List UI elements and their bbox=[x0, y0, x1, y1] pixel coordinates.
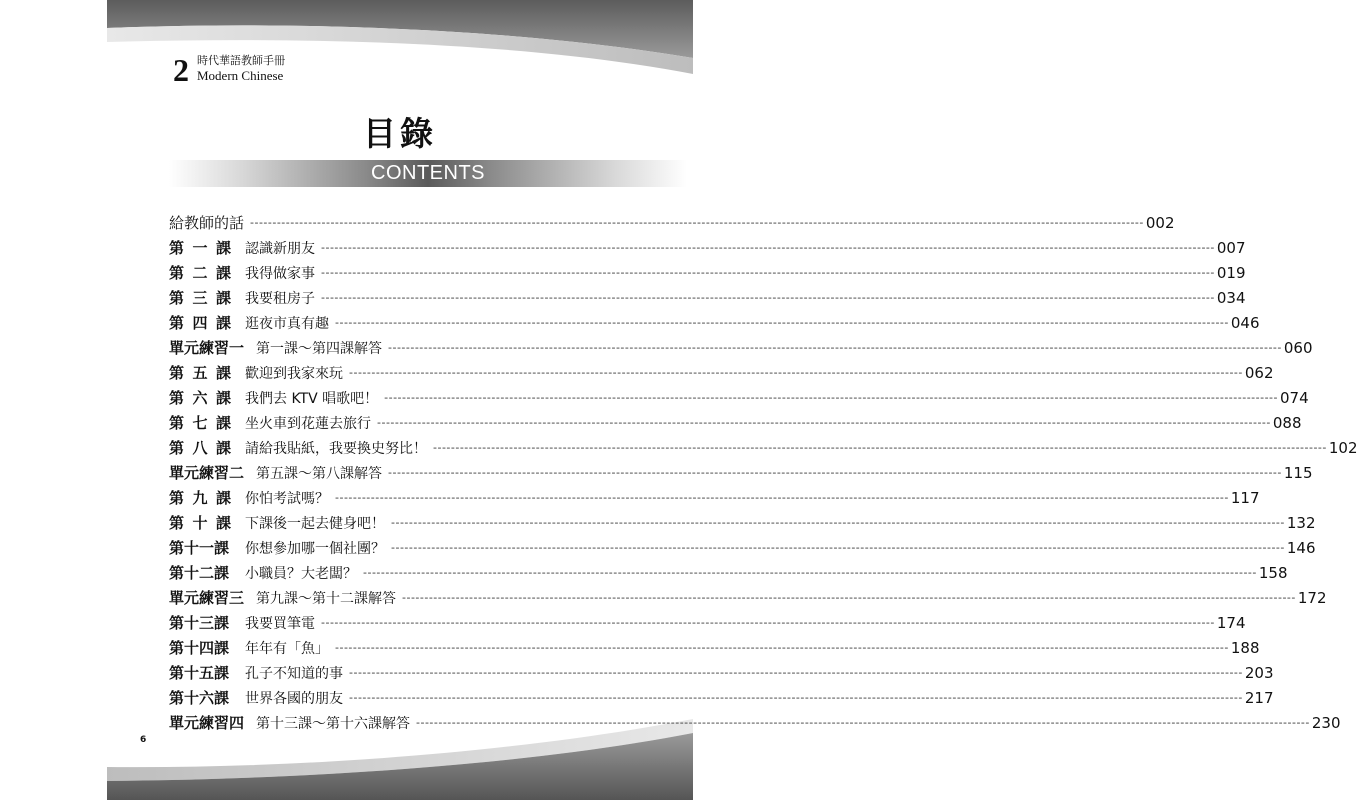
toc-entry bbox=[169, 235, 1246, 260]
toc-leader: -------------------------------------------------------------------------------------------------------------------------------------------------------------------------------------------------------- bbox=[349, 666, 1243, 679]
toc-leader: -------------------------------------------------------------------------------------------------------------------------------------------------------------------------------------------------------- bbox=[388, 466, 1282, 479]
toc-entry-label: 單元練習一 bbox=[169, 339, 245, 357]
toc-entry-page: 019 bbox=[1216, 263, 1246, 282]
toc-entry bbox=[169, 485, 1260, 510]
toc-leader: -------------------------------------------------------------------------------------------------------------------------------------------------------------------------------------------------------- bbox=[321, 266, 1215, 279]
toc-entry bbox=[169, 560, 1288, 585]
contents-label: CONTENTS bbox=[371, 162, 485, 184]
toc-entry-label: 第十一課 bbox=[169, 539, 230, 557]
toc-entry-page: 217 bbox=[1244, 688, 1274, 707]
contents-banner bbox=[169, 160, 687, 187]
toc-entry-title: 孔子不知道的事 bbox=[245, 665, 343, 682]
toc-entry bbox=[169, 585, 1327, 610]
toc-entry-title: 我要租房子 bbox=[245, 290, 315, 307]
toc-entry-title: 世界各國的朋友 bbox=[245, 690, 343, 707]
toc-entry-label: 第 五 課 bbox=[169, 364, 231, 382]
toc-entry-label: 第 四 課 bbox=[169, 314, 231, 332]
toc-entry bbox=[169, 385, 1309, 410]
toc-entry bbox=[169, 360, 1274, 385]
toc-entry-label: 第十四課 bbox=[169, 639, 230, 657]
header-title-cn: 時代華語教師手冊 bbox=[197, 54, 285, 67]
toc-list bbox=[169, 210, 1358, 735]
toc-entry-title: 請給我貼紙，我要換史努比！ bbox=[245, 440, 427, 457]
toc-entry bbox=[169, 410, 1302, 435]
toc-leader: -------------------------------------------------------------------------------------------------------------------------------------------------------------------------------------------------------- bbox=[416, 716, 1310, 729]
toc-entry-title: 認識新朋友 bbox=[245, 240, 315, 257]
toc-entry-page: 088 bbox=[1272, 413, 1302, 432]
toc-leader: -------------------------------------------------------------------------------------------------------------------------------------------------------------------------------------------------------- bbox=[391, 541, 1285, 554]
toc-leader: -------------------------------------------------------------------------------------------------------------------------------------------------------------------------------------------------------- bbox=[377, 416, 1271, 429]
header-title-en: Modern Chinese bbox=[197, 68, 284, 83]
toc-entry-page: 146 bbox=[1286, 538, 1316, 557]
toc-entry-page: 062 bbox=[1244, 363, 1274, 382]
toc-entry-title: 我們去 KTV 唱歌吧！ bbox=[245, 390, 379, 407]
toc-entry-title: 逛夜市真有趣 bbox=[245, 315, 329, 332]
toc-entry-page: 188 bbox=[1230, 638, 1260, 657]
toc-leader: -------------------------------------------------------------------------------------------------------------------------------------------------------------------------------------------------------- bbox=[433, 441, 1327, 454]
toc-entry-page: 046 bbox=[1230, 313, 1260, 332]
toc-entry-page: 158 bbox=[1258, 563, 1288, 582]
toc-entry-title: 小職員？大老闆？ bbox=[245, 565, 357, 582]
toc-entry-label: 第十三課 bbox=[169, 614, 230, 632]
toc-leader: -------------------------------------------------------------------------------------------------------------------------------------------------------------------------------------------------------- bbox=[321, 291, 1215, 304]
toc-entry-label: 給教師的話 bbox=[169, 214, 245, 232]
toc-entry bbox=[169, 285, 1246, 310]
toc-leader: -------------------------------------------------------------------------------------------------------------------------------------------------------------------------------------------------------- bbox=[335, 491, 1229, 504]
toc-entry-page: 230 bbox=[1311, 713, 1341, 732]
toc-entry-page: 007 bbox=[1216, 238, 1246, 257]
toc-entry-title: 我得做家事 bbox=[245, 265, 315, 282]
toc-entry bbox=[169, 310, 1260, 335]
toc-entry-label: 第 六 課 bbox=[169, 389, 231, 407]
top-decorative-band bbox=[107, 0, 693, 100]
toc-entry-page: 203 bbox=[1244, 663, 1274, 682]
toc-entry-label: 單元練習四 bbox=[169, 714, 245, 732]
toc-leader: -------------------------------------------------------------------------------------------------------------------------------------------------------------------------------------------------------- bbox=[335, 641, 1229, 654]
toc-entry-title: 年年有「魚」 bbox=[245, 640, 329, 657]
toc-entry bbox=[169, 335, 1313, 360]
header-number: 2 bbox=[173, 52, 189, 88]
toc-entry-title: 下課後一起去健身吧！ bbox=[245, 515, 385, 532]
toc-title: 目錄 bbox=[363, 114, 437, 153]
toc-entry-label: 第 十 課 bbox=[169, 514, 231, 532]
toc-entry-page: 102 bbox=[1328, 438, 1358, 457]
toc-leader: -------------------------------------------------------------------------------------------------------------------------------------------------------------------------------------------------------- bbox=[363, 566, 1257, 579]
toc-entry-label: 第十六課 bbox=[169, 689, 230, 707]
toc-entry-title: 第一課～第四課解答 bbox=[256, 340, 383, 357]
toc-entry-label: 單元練習三 bbox=[169, 589, 245, 607]
toc-entry bbox=[169, 710, 1341, 735]
toc-leader: -------------------------------------------------------------------------------------------------------------------------------------------------------------------------------------------------------- bbox=[321, 241, 1215, 254]
toc-entry-title: 我要買筆電 bbox=[245, 615, 315, 632]
toc-entry-page: 174 bbox=[1216, 613, 1246, 632]
toc-entry-page: 060 bbox=[1283, 338, 1313, 357]
toc-leader: -------------------------------------------------------------------------------------------------------------------------------------------------------------------------------------------------------- bbox=[388, 341, 1282, 354]
toc-entry-label: 第 一 課 bbox=[169, 239, 231, 257]
toc-entry-page: 132 bbox=[1286, 513, 1316, 532]
toc-entry-label: 第 九 課 bbox=[169, 489, 231, 507]
toc-entry bbox=[169, 635, 1260, 660]
toc-entry-label: 第 三 課 bbox=[169, 289, 231, 307]
toc-leader: -------------------------------------------------------------------------------------------------------------------------------------------------------------------------------------------------------- bbox=[384, 391, 1278, 404]
toc-entry-label: 第十二課 bbox=[169, 564, 230, 582]
book-page bbox=[107, 0, 1358, 800]
toc-entry-title: 你想參加哪一個社團？ bbox=[245, 540, 385, 557]
toc-leader: -------------------------------------------------------------------------------------------------------------------------------------------------------------------------------------------------------- bbox=[391, 516, 1285, 529]
toc-leader: -------------------------------------------------------------------------------------------------------------------------------------------------------------------------------------------------------- bbox=[349, 691, 1243, 704]
toc-entry-label: 第 八 課 bbox=[169, 439, 231, 457]
toc-entry-title: 第十三課～第十六課解答 bbox=[256, 715, 411, 732]
toc-entry bbox=[169, 535, 1316, 560]
toc-entry-page: 117 bbox=[1230, 488, 1260, 507]
toc-entry-page: 115 bbox=[1283, 463, 1313, 482]
toc-entry-page: 074 bbox=[1279, 388, 1309, 407]
page-number: 6 bbox=[140, 735, 147, 745]
toc-entry-page: 002 bbox=[1145, 213, 1175, 232]
toc-entry-title: 你怕考試嗎？ bbox=[245, 490, 329, 507]
toc-entry bbox=[169, 660, 1274, 685]
toc-leader: -------------------------------------------------------------------------------------------------------------------------------------------------------------------------------------------------------- bbox=[250, 216, 1144, 229]
toc-entry-page: 034 bbox=[1216, 288, 1246, 307]
toc-leader: -------------------------------------------------------------------------------------------------------------------------------------------------------------------------------------------------------- bbox=[335, 316, 1229, 329]
toc-leader: -------------------------------------------------------------------------------------------------------------------------------------------------------------------------------------------------------- bbox=[349, 366, 1243, 379]
toc-entry bbox=[169, 460, 1313, 485]
toc-entry-title: 第五課～第八課解答 bbox=[256, 465, 383, 482]
toc-entry-label: 單元練習二 bbox=[169, 464, 245, 482]
toc-leader: -------------------------------------------------------------------------------------------------------------------------------------------------------------------------------------------------------- bbox=[402, 591, 1296, 604]
toc-entry-title: 第九課～第十二課解答 bbox=[256, 590, 397, 607]
toc-entry-label: 第 二 課 bbox=[169, 264, 231, 282]
toc-entry bbox=[169, 610, 1246, 635]
toc-leader: -------------------------------------------------------------------------------------------------------------------------------------------------------------------------------------------------------- bbox=[321, 616, 1215, 629]
toc-entry bbox=[169, 685, 1274, 710]
toc-entry-label: 第 七 課 bbox=[169, 414, 231, 432]
toc-entry bbox=[169, 260, 1246, 285]
toc-entry-title: 坐火車到花蓮去旅行 bbox=[245, 415, 371, 432]
toc-entry bbox=[169, 435, 1358, 460]
toc-entry-title: 歡迎到我家來玩 bbox=[245, 365, 343, 382]
toc-entry bbox=[169, 510, 1316, 535]
toc-entry-label: 第十五課 bbox=[169, 664, 230, 682]
toc-entry-page: 172 bbox=[1297, 588, 1327, 607]
toc-entry bbox=[169, 210, 1175, 235]
